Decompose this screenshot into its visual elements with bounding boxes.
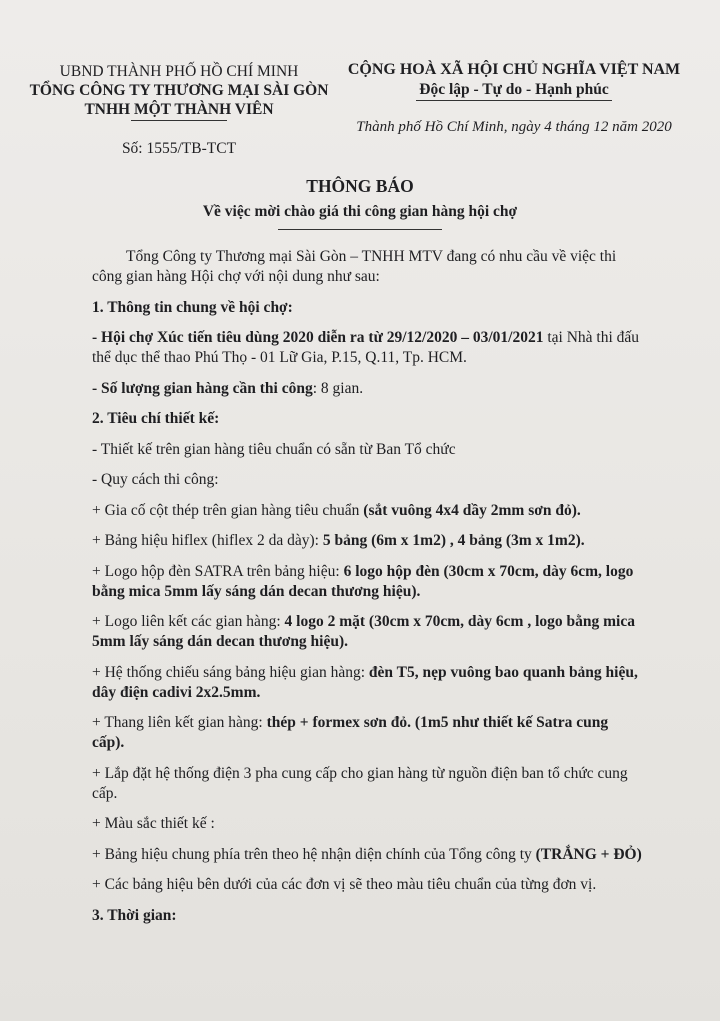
issuer-underline <box>131 120 227 121</box>
item-spec: 5 bảng (6m x 1m2) , 4 bảng (3m x 1m2). <box>322 532 585 549</box>
list-item <box>92 845 644 865</box>
item-spec: thép + formex sơn đỏ. (1m5 như thiết kế Satra cung cấp). <box>92 714 609 751</box>
list-item <box>92 612 644 652</box>
document-subtitle: Về việc mời chào giá thi công gian hàng hội chợ <box>202 203 518 220</box>
list-item: - Quy cách thi công: <box>92 471 219 488</box>
list-item <box>92 501 644 521</box>
item-spec: 6 logo hộp đèn (30cm x 70cm, dày 6cm, logo bằng mica 5mm lấy sáng dán decan thương hiệu). <box>92 562 634 600</box>
booth-count-paragraph <box>92 379 644 399</box>
list-item: - Thiết kế trên gian hàng tiêu chuẩn có sẵn từ Ban Tổ chức <box>92 440 456 458</box>
fair-venue: tại Nhà thi đấu thể dục thể thao Phú Thọ - 01 Lữ Gia, P.15, Q.11, Tp. HCM. <box>92 329 640 366</box>
item-label: + Thang liên kết gian hàng: <box>92 714 267 731</box>
section-3-heading: 3. Thời gian: <box>92 906 177 924</box>
list-item: + Màu sắc thiết kế : <box>92 815 215 832</box>
list-item <box>92 562 644 602</box>
document-body <box>92 247 644 936</box>
item-spec: đèn T5, nẹp vuông bao quanh bảng hiệu, dây điện cadivi 2x2.5mm. <box>92 663 638 701</box>
fair-dates: - Hội chợ Xúc tiến tiêu dùng 2020 diễn ra từ 29/12/2020 – 03/01/2021 <box>92 329 544 346</box>
national-title: CỘNG HOÀ XÃ HỘI CHỦ NGHĨA VIỆT NAM <box>347 61 681 78</box>
section-1-heading: 1. Thông tin chung về hội chợ: <box>92 298 293 316</box>
issuer-line-1: UBND THÀNH PHỐ HỒ CHÍ MINH <box>59 63 299 80</box>
issuer-line-3: TNHH MỘT THÀNH VIÊN <box>84 101 274 118</box>
issuer-line-2: TỔNG CÔNG TY THƯƠNG MẠI SÀI GÒN <box>29 82 329 99</box>
list-item: + Các bảng hiệu bên dưới của các đơn vị sẽ theo màu tiêu chuẩn của từng đơn vị. <box>92 876 597 893</box>
list-item <box>92 531 644 551</box>
item-label: + Bảng hiệu hiflex (hiflex 2 da dày): <box>92 532 323 549</box>
booth-count-label: - Số lượng gian hàng cần thi công <box>92 379 313 397</box>
document-number: Số: 1555/TB-TCT <box>121 140 237 157</box>
national-motto: Độc lập - Tự do - Hạnh phúc <box>419 81 609 98</box>
list-item <box>92 663 644 703</box>
item-label: + Gia cố cột thép trên gian hàng tiêu chuẩn <box>92 501 364 519</box>
motto-underline <box>416 100 612 101</box>
list-item <box>92 713 644 753</box>
national-header <box>338 60 690 137</box>
booth-count-value: : 8 gian. <box>312 379 364 397</box>
intro-paragraph: Tổng Công ty Thương mại Sài Gòn – TNHH MTV đang có nhu cầu về việc thi công gian hàng Hội chợ với nội dung như sau: <box>92 248 617 285</box>
item-label: + Logo hộp đèn SATRA trên bảng hiệu: <box>92 562 344 580</box>
document-title: THÔNG BÁO <box>306 176 414 196</box>
subtitle-underline <box>278 229 442 230</box>
fair-info-paragraph <box>92 328 644 368</box>
item-spec: 4 logo 2 mặt (30cm x 70cm, dày 6cm , logo bằng mica 5mm lấy sáng dán decan thương hiệu). <box>92 613 635 650</box>
list-item: + Lắp đặt hệ thống điện 3 pha cung cấp cho gian hàng từ nguồn điện ban tổ chức cung cấp. <box>92 764 628 802</box>
item-label: + Hệ thống chiếu sáng bảng hiệu gian hàng: <box>92 663 369 681</box>
issuer-block <box>20 62 338 158</box>
item-spec: (TRẮNG + ĐỎ) <box>535 845 642 863</box>
item-label: + Bảng hiệu chung phía trên theo hệ nhận diện chính của Tổng công ty <box>92 845 536 863</box>
section-2-heading: 2. Tiêu chí thiết kế: <box>92 410 220 427</box>
item-spec: (sắt vuông 4x4 dầy 2mm sơn đỏ). <box>363 501 581 519</box>
place-date: Thành phố Hồ Chí Minh, ngày 4 tháng 12 năm 2020 <box>356 119 672 135</box>
item-label: + Logo liên kết các gian hàng: <box>92 613 285 630</box>
